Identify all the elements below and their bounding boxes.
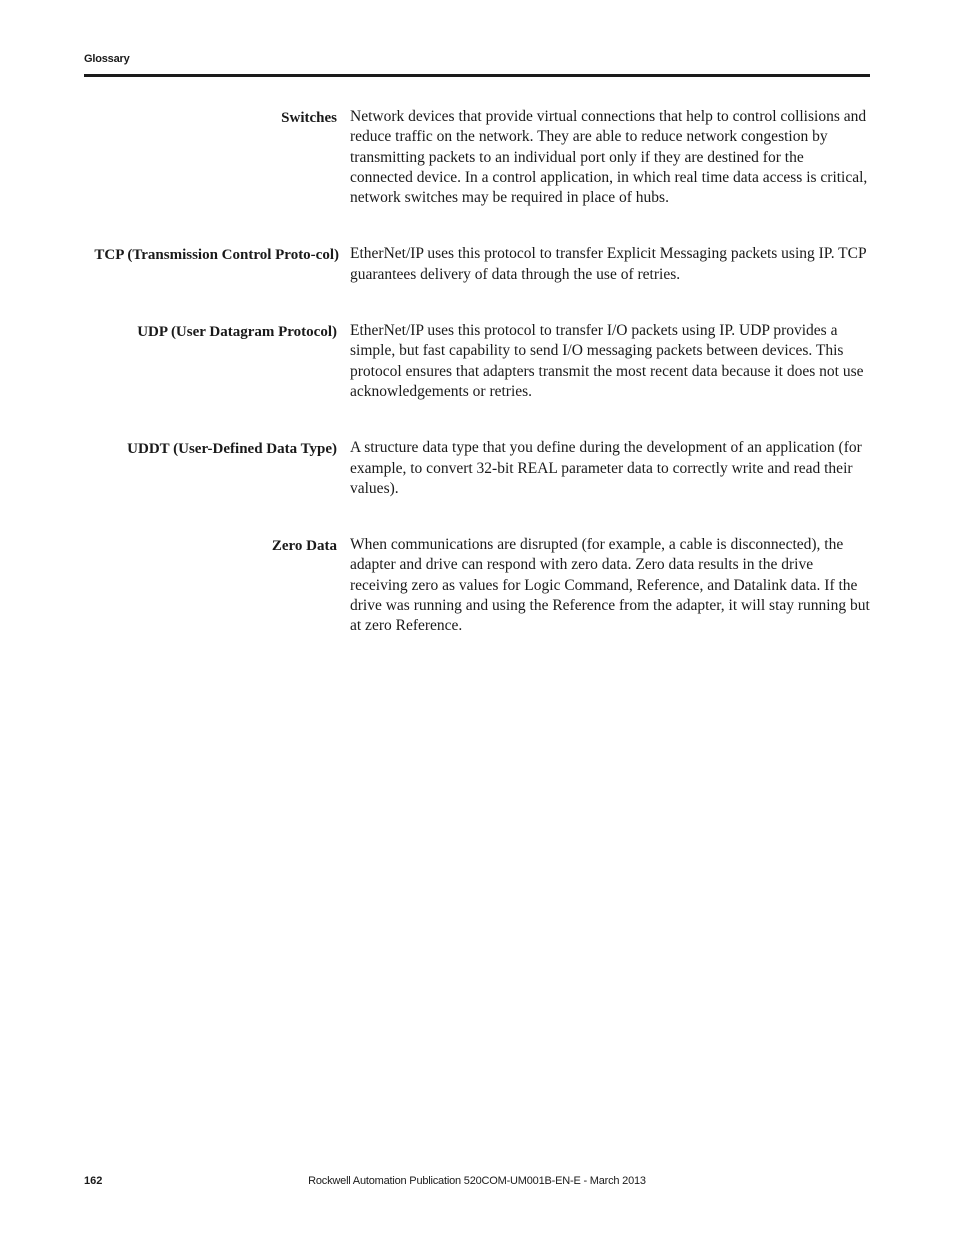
- glossary-definition: Network devices that provide virtual connections that help to control collisions and reduce traffic on the network. They are able to reduce network congestion by transmitting packets to an individual port only if they are destined for the connected device. In a control application, in which real time data access is critical, network switches may be required in place of hubs.: [350, 108, 868, 207]
- glossary-term: TCP (Transmission Control Proto-col): [94, 247, 339, 264]
- glossary-entry-zero-data: [84, 535, 870, 636]
- glossary-term: Switches: [281, 110, 337, 126]
- header-rule: [84, 74, 870, 77]
- glossary-definition: EtherNet/IP uses this protocol to transfer Explicit Messaging packets using IP. TCP guarantees delivery of data through the use of retries.: [350, 245, 867, 283]
- glossary-entry-uddt: [84, 438, 870, 499]
- glossary-term: Zero Data: [271, 538, 337, 555]
- glossary-entry-tcp: [84, 244, 870, 285]
- glossary-entry-udp: [84, 321, 870, 402]
- glossary-definition: A structure data type that you define during the development of an application (for example, to convert 32-bit REAL parameter data to correctly write and read their values).: [350, 439, 862, 497]
- glossary-term: UDDT (User-Defined Data Type): [127, 441, 337, 458]
- section-header: Glossary: [84, 53, 130, 65]
- footer-publication: Rockwell Automation Publication 520COM-UM001B-EN-E - March 2013: [308, 1175, 646, 1187]
- glossary-definition: When communications are disrupted (for example, a cable is disconnected), the adapter and drive can respond with zero data. Zero data results in the drive receiving zero as values for Logic Command, Reference, and Datalink data. If the drive was running and using the Reference from the adapter, it will stay running but at zero Reference.: [350, 536, 870, 635]
- page-number: 162: [84, 1175, 103, 1187]
- glossary-definition: EtherNet/IP uses this protocol to transfer I/O packets using IP. UDP provides a simple, but fast capability to send I/O messaging packets between devices. This protocol ensures that adapters transmit the most recent data because it does not use acknowledgements or retries.: [350, 322, 864, 400]
- glossary-entries: [84, 107, 870, 637]
- glossary-term: UDP (User Datagram Protocol): [137, 324, 337, 341]
- glossary-entry-switches: [84, 107, 870, 208]
